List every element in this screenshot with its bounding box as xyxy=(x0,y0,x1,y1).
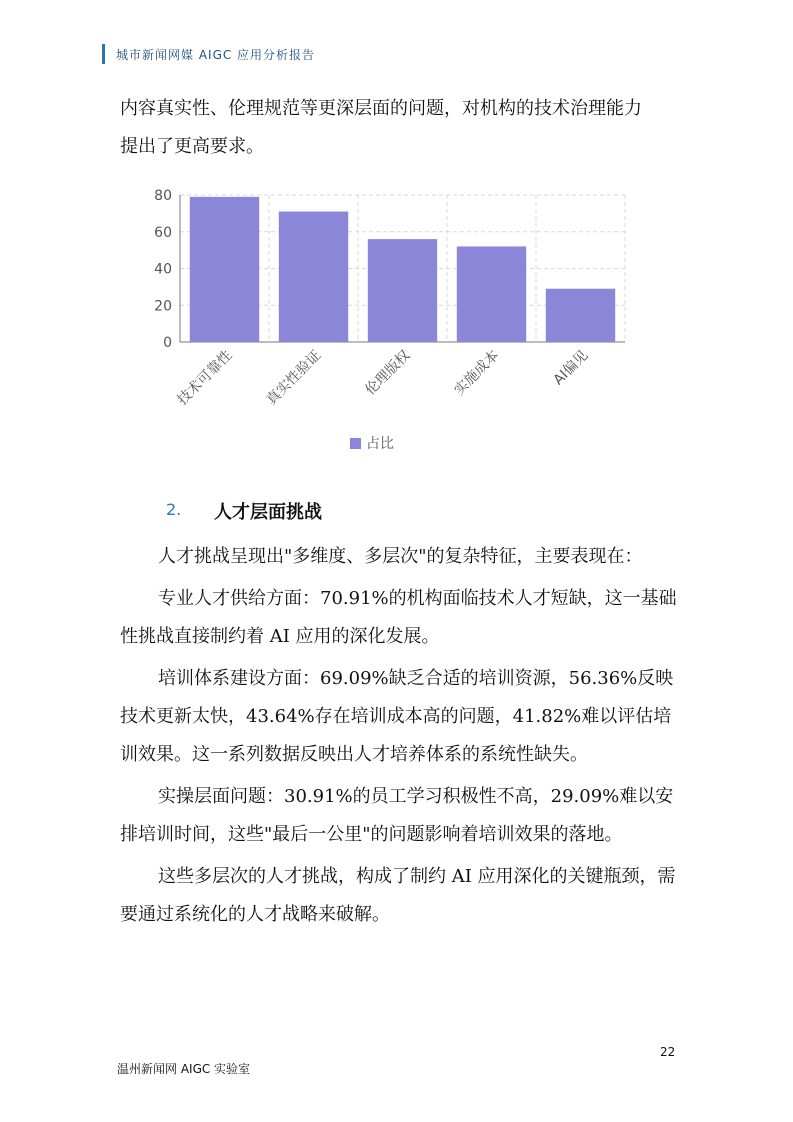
x-tick-label: 实施成本 xyxy=(451,347,503,399)
running-header: 城市新闻网媒 AIGC 应用分析报告 xyxy=(116,48,316,62)
page-number: 22 xyxy=(660,1045,676,1059)
paragraph-3: 培训体系建设方面：69.09%缺乏合适的培训资源，56.36%反映技术更新太快，43.64%存在培训成本高的问题，41.82%难以评估培训效果。这一系列数据反映出人才培养体系的系统性缺失。 xyxy=(120,668,674,765)
x-tick-label: 伦理版权 xyxy=(362,347,414,399)
header-accent-bar xyxy=(102,44,105,64)
bar xyxy=(546,289,615,342)
y-tick-label: 0 xyxy=(163,335,172,351)
x-tick-label: AI偏见 xyxy=(550,347,592,389)
bar xyxy=(457,246,526,342)
paragraph-2: 专业人才供给方面：70.91%的机构面临技术人才短缺，这一基础性挑战直接制约着 AI 应用的深化发展。 xyxy=(120,588,677,647)
bar xyxy=(368,239,437,342)
y-tick-label: 40 xyxy=(154,261,172,278)
intro-line-1: 内容真实性、伦理规范等更深层面的问题，对机构的技术治理能力 xyxy=(120,98,642,119)
paragraph-4: 实操层面问题：30.91%的员工学习积极性不高，29.09%难以安排培训时间，这些"最后一公里"的问题影响着培训效果的落地。 xyxy=(120,786,674,845)
x-tick-label: 技术可靠性 xyxy=(174,347,236,409)
legend-swatch xyxy=(350,438,361,449)
paragraph-5: 这些多层次的人才挑战，构成了制约 AI 应用深化的关键瓶颈，需要通过系统化的人才战略来破解。 xyxy=(120,866,676,925)
section-number: 2. xyxy=(166,500,182,519)
paragraph-1: 人才挑战呈现出"多维度、多层次"的复杂特征，主要表现在： xyxy=(158,546,643,567)
bar-chart xyxy=(140,180,640,480)
bar xyxy=(190,197,259,342)
section-title: 人才层面挑战 xyxy=(214,502,322,523)
footer-org: 温州新闻网 AIGC 实验室 xyxy=(117,1062,251,1076)
y-tick-label: 60 xyxy=(154,224,172,241)
bar xyxy=(279,212,348,342)
y-tick-label: 80 xyxy=(154,188,172,204)
intro-line-2: 提出了更高要求。 xyxy=(120,136,264,157)
legend-label: 占比 xyxy=(366,436,394,452)
y-tick-label: 20 xyxy=(154,298,172,315)
x-tick-label: 真实性验证 xyxy=(263,347,325,409)
